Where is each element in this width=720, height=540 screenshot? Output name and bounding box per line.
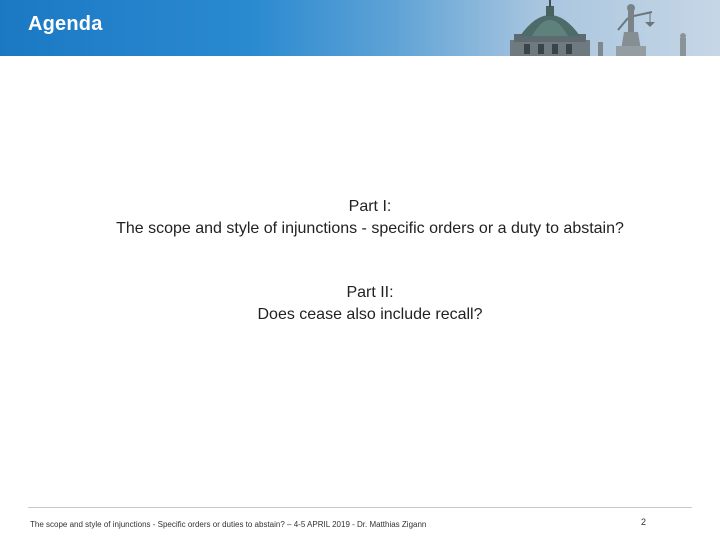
part-1-heading: Part I: xyxy=(348,198,392,215)
header-bar xyxy=(0,0,720,56)
part-1-subtitle: The scope and style of injunctions - specific orders or a duty to abstain? xyxy=(116,220,624,237)
agenda-part-2 xyxy=(20,282,720,326)
footer-text: The scope and style of injunctions - Specific orders or duties to abstain? – 4-5 APRIL 2019 - Dr. Matthias Zigann xyxy=(30,520,427,529)
courthouse-dome-and-statue-image xyxy=(480,0,720,56)
slide-title: Agenda xyxy=(28,13,103,35)
footer-divider xyxy=(28,507,692,508)
page-number: 2 xyxy=(641,517,647,527)
content-area xyxy=(0,56,720,506)
agenda-part-1 xyxy=(20,196,720,240)
part-2-subtitle: Does cease also include recall? xyxy=(257,306,483,323)
part-2-heading: Part II: xyxy=(346,284,394,301)
